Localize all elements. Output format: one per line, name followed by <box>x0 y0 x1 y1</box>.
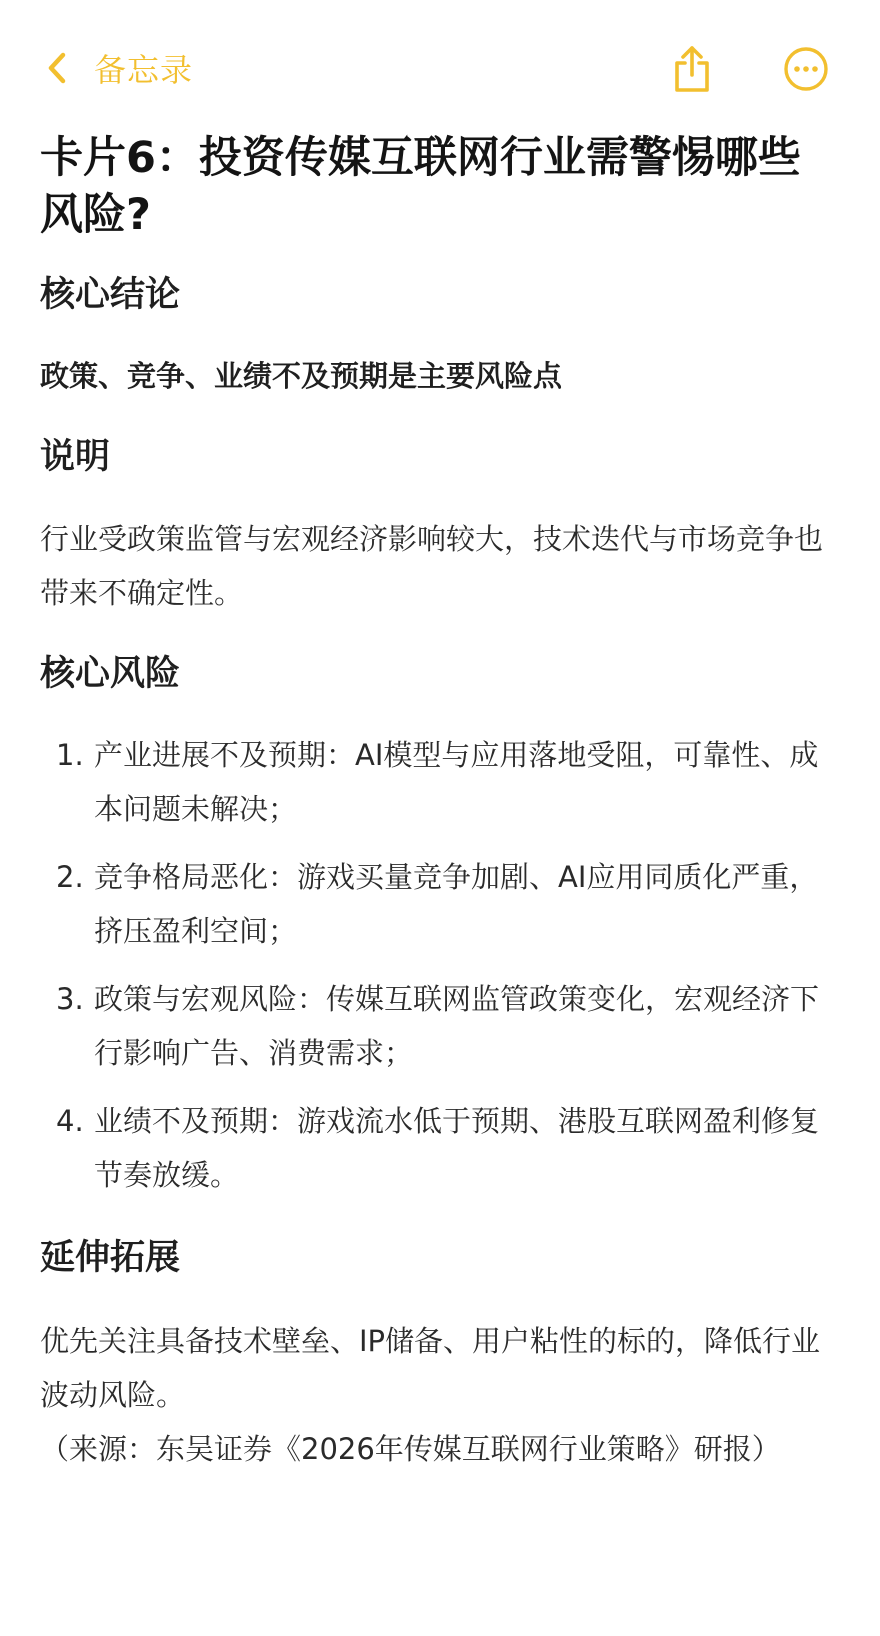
list-item-number: 2. <box>56 860 84 894</box>
list-item-number: 1. <box>56 738 84 772</box>
list-item <box>40 1094 840 1202</box>
back-button-label: 备忘录 <box>94 51 194 89</box>
share-button[interactable] <box>671 44 713 94</box>
list-item-text: 产业进展不及预期：AI模型与应用落地受阻，可靠性、成本问题未解决； <box>94 738 819 826</box>
explanation-heading: 说明 <box>40 437 111 477</box>
extension-text: 优先关注具备技术壁垒、IP储备、用户粘性的标的，降低行业波动风险。 <box>40 1324 821 1412</box>
list-item <box>40 972 840 1080</box>
list-item-number: 4. <box>56 1104 84 1138</box>
share-icon <box>671 79 713 98</box>
core-conclusion-heading: 核心结论 <box>40 275 181 315</box>
core-risks-list <box>40 728 840 1216</box>
list-item <box>40 850 840 958</box>
top-navigation-bar <box>0 0 880 120</box>
chevron-left-icon <box>46 51 68 85</box>
explanation-text: 行业受政策监管与宏观经济影响较大，技术迭代与市场竞争也带来不确定性。 <box>40 522 824 610</box>
list-item-text: 政策与宏观风险：传媒互联网监管政策变化，宏观经济下行影响广告、消费需求； <box>94 982 820 1070</box>
list-item-number: 3. <box>56 982 84 1016</box>
list-item-text: 竞争格局恶化：游戏买量竞争加剧、AI应用同质化严重，挤压盈利空间； <box>94 860 819 948</box>
core-risks-heading: 核心风险 <box>40 654 181 694</box>
more-icon <box>783 77 829 96</box>
extension-heading: 延伸拓展 <box>40 1238 181 1278</box>
core-conclusion-text: 政策、竞争、业绩不及预期是主要风险点 <box>40 359 563 393</box>
list-item <box>40 728 840 836</box>
list-item-text: 业绩不及预期：游戏流水低于预期、港股互联网盈利修复节奏放缓。 <box>94 1104 820 1192</box>
more-button[interactable] <box>783 46 829 92</box>
back-button[interactable] <box>46 45 193 91</box>
note-title: 卡片6：投资传媒互联网行业需警惕哪些风险? <box>40 133 801 240</box>
extension-block <box>40 1314 840 1476</box>
source-citation: （来源：东吴证券《2026年传媒互联网行业策略》研报） <box>40 1432 781 1466</box>
